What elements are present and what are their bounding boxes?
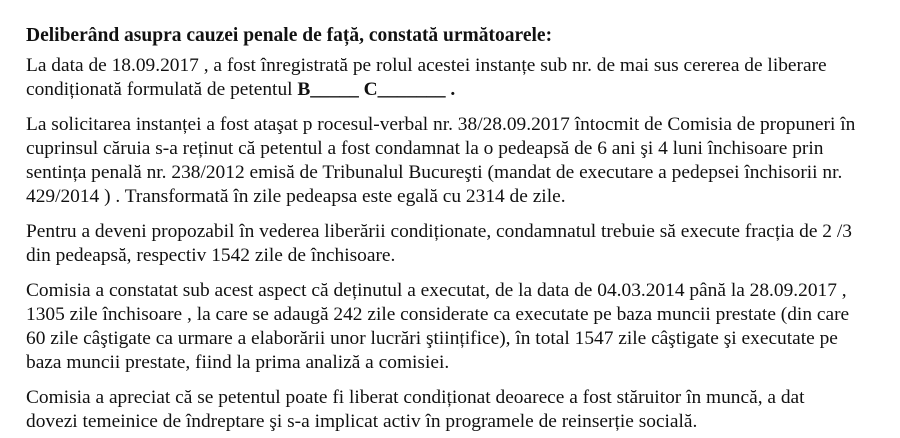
paragraph-commission-assessment: Comisia a apreciat că se petentul poate fi liberat condiționat deoarece a fost stăruitor în muncă, a dat dovezi temeinice de îndreptare şi s-a implicat activ în programele de reinserție socială. [26,387,805,432]
paragraph-registration-end: . [445,79,456,100]
petitioner-name-c: C_______ [363,79,446,100]
paragraph-commission-findings: Comisia a constatat sub acest aspect că deținutul a executat, de la data de 04.03.2014 până la 28.09.2017 , 1305 zile închisoare , la care se adaugă 242 zile considerate ca executate pe baza muncii prestate (din care 60 zile câştigate ca urmare a elaborării unor lucrări ştiințifice), în total 1547 zile câştigate şi executate pe baza muncii prestate, fiind la prima analiză a comisiei. [26,280,850,373]
paragraph-registration-text: La data de 18.09.2017 , a fost înregistrată pe rolul acestei instanțe sub nr. de mai sus cererea de liberare condiționată formulată de petentul [26,55,827,100]
document-heading: Deliberând asupra cauzei penale de față, constată următoarele: [26,25,553,46]
paragraph-registration [26,54,860,102]
paragraph-fraction: Pentru a deveni propozabil în vederea liberării condiționate, condamnatul trebuie să execute fracția de 2 /3 din pedeapsă, respectiv 1542 zile de închisoare. [26,221,852,266]
paragraph-proces-verbal: La solicitarea instanței a fost ataşat p rocesul-verbal nr. 38/28.09.2017 întocmit de Comisia de propuneri în cuprinsul căruia s-a reținut că petentul a fost condamnat la o pedeapsă de 6 ani şi 4 luni închisoare prin sentința penală nr. 238/2012 emisă de Tribunalul Bucureşti (mandat de executare a pedepsei închisorii nr. 429/2014 ) . Transformată în zile pedeapsa este egală cu 2314 de zile. [26,114,856,207]
petitioner-name-b: B_____ [297,79,359,100]
